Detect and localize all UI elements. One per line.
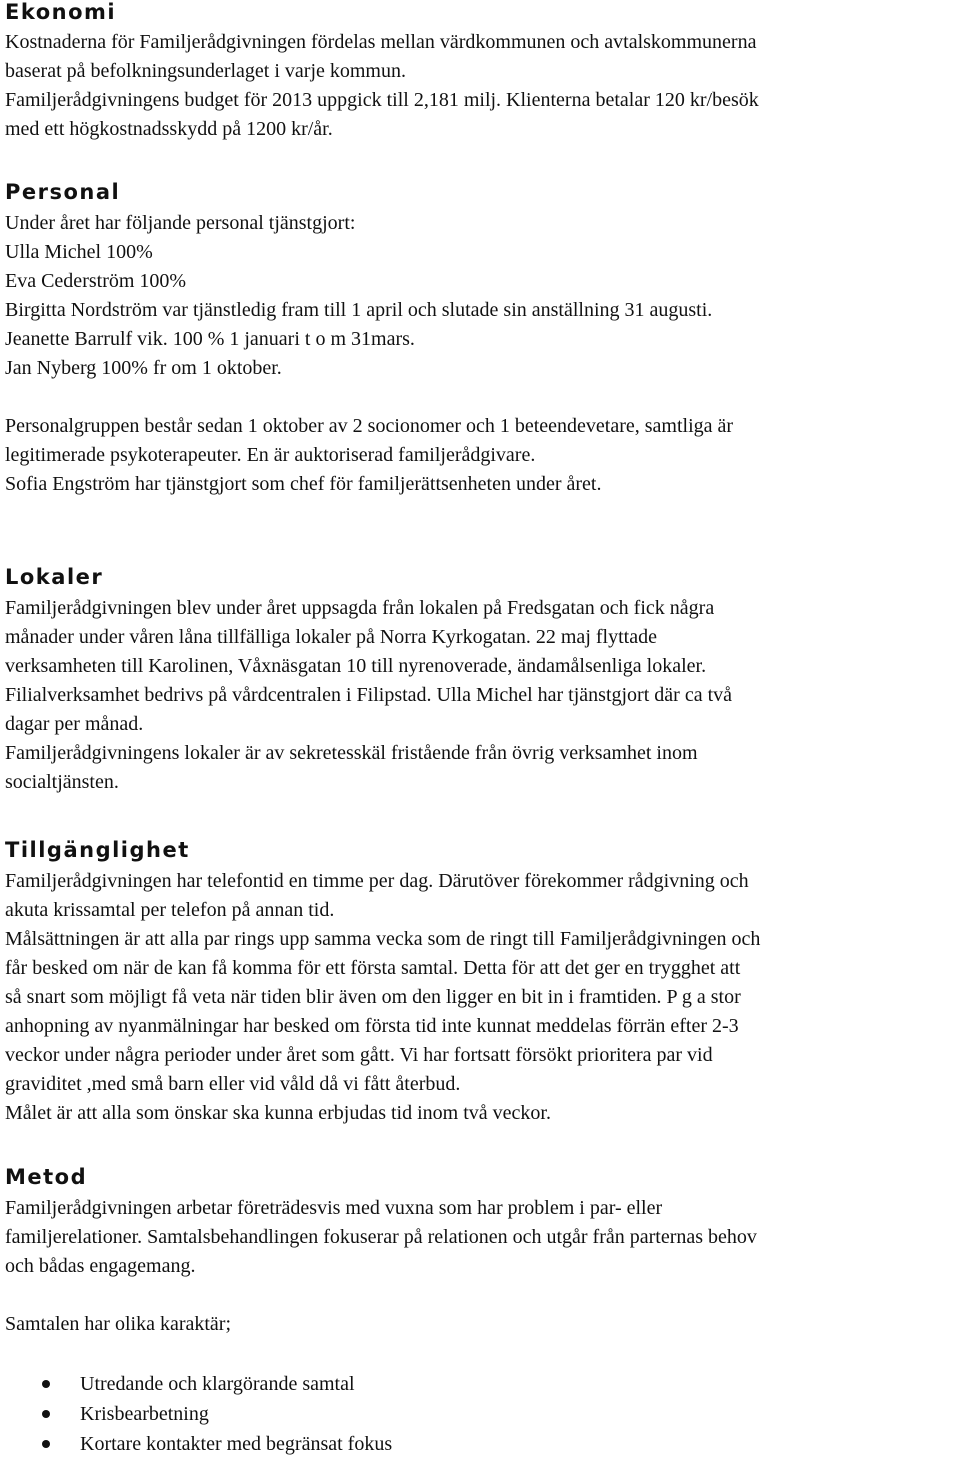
section-personal [5, 180, 733, 499]
metod-paragraph [5, 1194, 757, 1281]
tillganglighet-paragraph [5, 867, 760, 1128]
metod-bullet-list [5, 1369, 757, 1459]
section-lokaler [5, 565, 732, 797]
ekonomi-paragraph [5, 28, 759, 144]
text-line: graviditet ,med små barn eller vid våld då vi fått återbud. [5, 1073, 461, 1095]
text-line: Familjerådgivningen har telefontid en timme per dag. Därutöver förekommer rådgivning och [5, 870, 749, 892]
text-line: verksamheten till Karolinen, Våxnäsgatan 10 till nyrenoverade, ändamålsenliga lokaler. [5, 655, 707, 677]
list-item [5, 1429, 757, 1459]
text-line: månader under våren låna tillfälliga lokaler på Norra Kyrkogatan. 22 maj flyttade [5, 626, 657, 648]
section-tillganglighet [5, 838, 760, 1128]
text-line: så snart som möjligt få veta när tiden blir även om den ligger en bit in i framtiden. P g a stor [5, 986, 741, 1008]
list-item [5, 1399, 757, 1429]
text-line: Ulla Michel 100% [5, 241, 153, 263]
personal-group-paragraph [5, 412, 733, 499]
text-line: Under året har följande personal tjänstgjort: [5, 212, 356, 234]
text-line: Målsättningen är att alla par rings upp samma vecka som de ringt till Familjerådgivningen och [5, 928, 761, 950]
text-line: baserat på befolkningsunderlaget i varje kommun. [5, 60, 406, 82]
section-heading-tillganglighet: Tillgänglighet [5, 838, 190, 862]
bullet-icon [42, 1410, 50, 1418]
text-line: Personalgruppen består sedan 1 oktober av 2 socionomer och 1 beteendevetare, samtliga är [5, 415, 734, 437]
bullet-icon [42, 1440, 50, 1448]
text-line: veckor under några perioder under året som gått. Vi har fortsatt försökt prioritera par vid [5, 1044, 713, 1066]
list-item-label: Utredande och klargörande samtal [80, 1373, 355, 1395]
section-heading-ekonomi: Ekonomi [5, 0, 117, 24]
text-line: får besked om när de kan få komma för ett första samtal. Detta för att det ger en trygghet att [5, 957, 741, 979]
lokaler-paragraph [5, 594, 732, 797]
text-line: med ett högkostnadsskydd på 1200 kr/år. [5, 118, 333, 140]
text-line: socialtjänsten. [5, 771, 119, 793]
text-line: Jeanette Barrulf vik. 100 % 1 januari t o m 31mars. [5, 328, 415, 350]
section-heading-lokaler: Lokaler [5, 565, 104, 589]
text-line: Jan Nyberg 100% fr om 1 oktober. [5, 357, 282, 379]
text-line: dagar per månad. [5, 713, 144, 735]
personal-staff-list [5, 209, 733, 383]
text-line: akuta krissamtal per telefon på annan tid. [5, 899, 335, 921]
text-line: Eva Cederström 100% [5, 270, 187, 292]
text-line: Familjerådgivningens budget för 2013 uppgick till 2,181 milj. Klienterna betalar 120 kr/besök [5, 89, 759, 111]
metod-intro [5, 1310, 757, 1339]
text-line: Familjerådgivningen arbetar företrädesvis med vuxna som har problem i par- eller [5, 1197, 663, 1219]
list-item-label: Kortare kontakter med begränsat fokus [80, 1433, 393, 1455]
text-line: anhopning av nyanmälningar har besked om första tid inte kunnat meddelas förrän efter 2-3 [5, 1015, 739, 1037]
text-line: Målet är att alla som önskar ska kunna erbjudas tid inom två veckor. [5, 1102, 551, 1124]
section-metod [5, 1165, 757, 1459]
section-heading-personal: Personal [5, 180, 121, 204]
section-ekonomi [5, 0, 759, 144]
text-line: och bådas engagemang. [5, 1255, 196, 1277]
list-item-label: Krisbearbetning [80, 1403, 209, 1425]
text-line: Filialverksamhet bedrivs på vårdcentralen i Filipstad. Ulla Michel har tjänstgjort där ca två [5, 684, 733, 706]
text-line: familjerelationer. Samtalsbehandlingen fokuserar på relationen och utgår från parternas behov [5, 1226, 757, 1248]
section-heading-metod: Metod [5, 1165, 88, 1189]
text-line: Samtalen har olika karaktär; [5, 1313, 232, 1335]
text-line: Kostnaderna för Familjerådgivningen fördelas mellan värdkommunen och avtalskommunerna [5, 31, 757, 53]
text-line: Familjerådgivningens lokaler är av sekretesskäl fristående från övrig verksamhet inom [5, 742, 698, 764]
text-line: legitimerade psykoterapeuter. En är auktoriserad familjerådgivare. [5, 444, 536, 466]
text-line: Birgitta Nordström var tjänstledig fram till 1 april och slutade sin anställning 31 augusti. [5, 299, 713, 321]
text-line: Familjerådgivningen blev under året uppsagda från lokalen på Fredsgatan och fick några [5, 597, 715, 619]
list-item [5, 1369, 757, 1399]
bullet-icon [42, 1380, 50, 1388]
text-line: Sofia Engström har tjänstgjort som chef för familjerättsenheten under året. [5, 473, 602, 495]
